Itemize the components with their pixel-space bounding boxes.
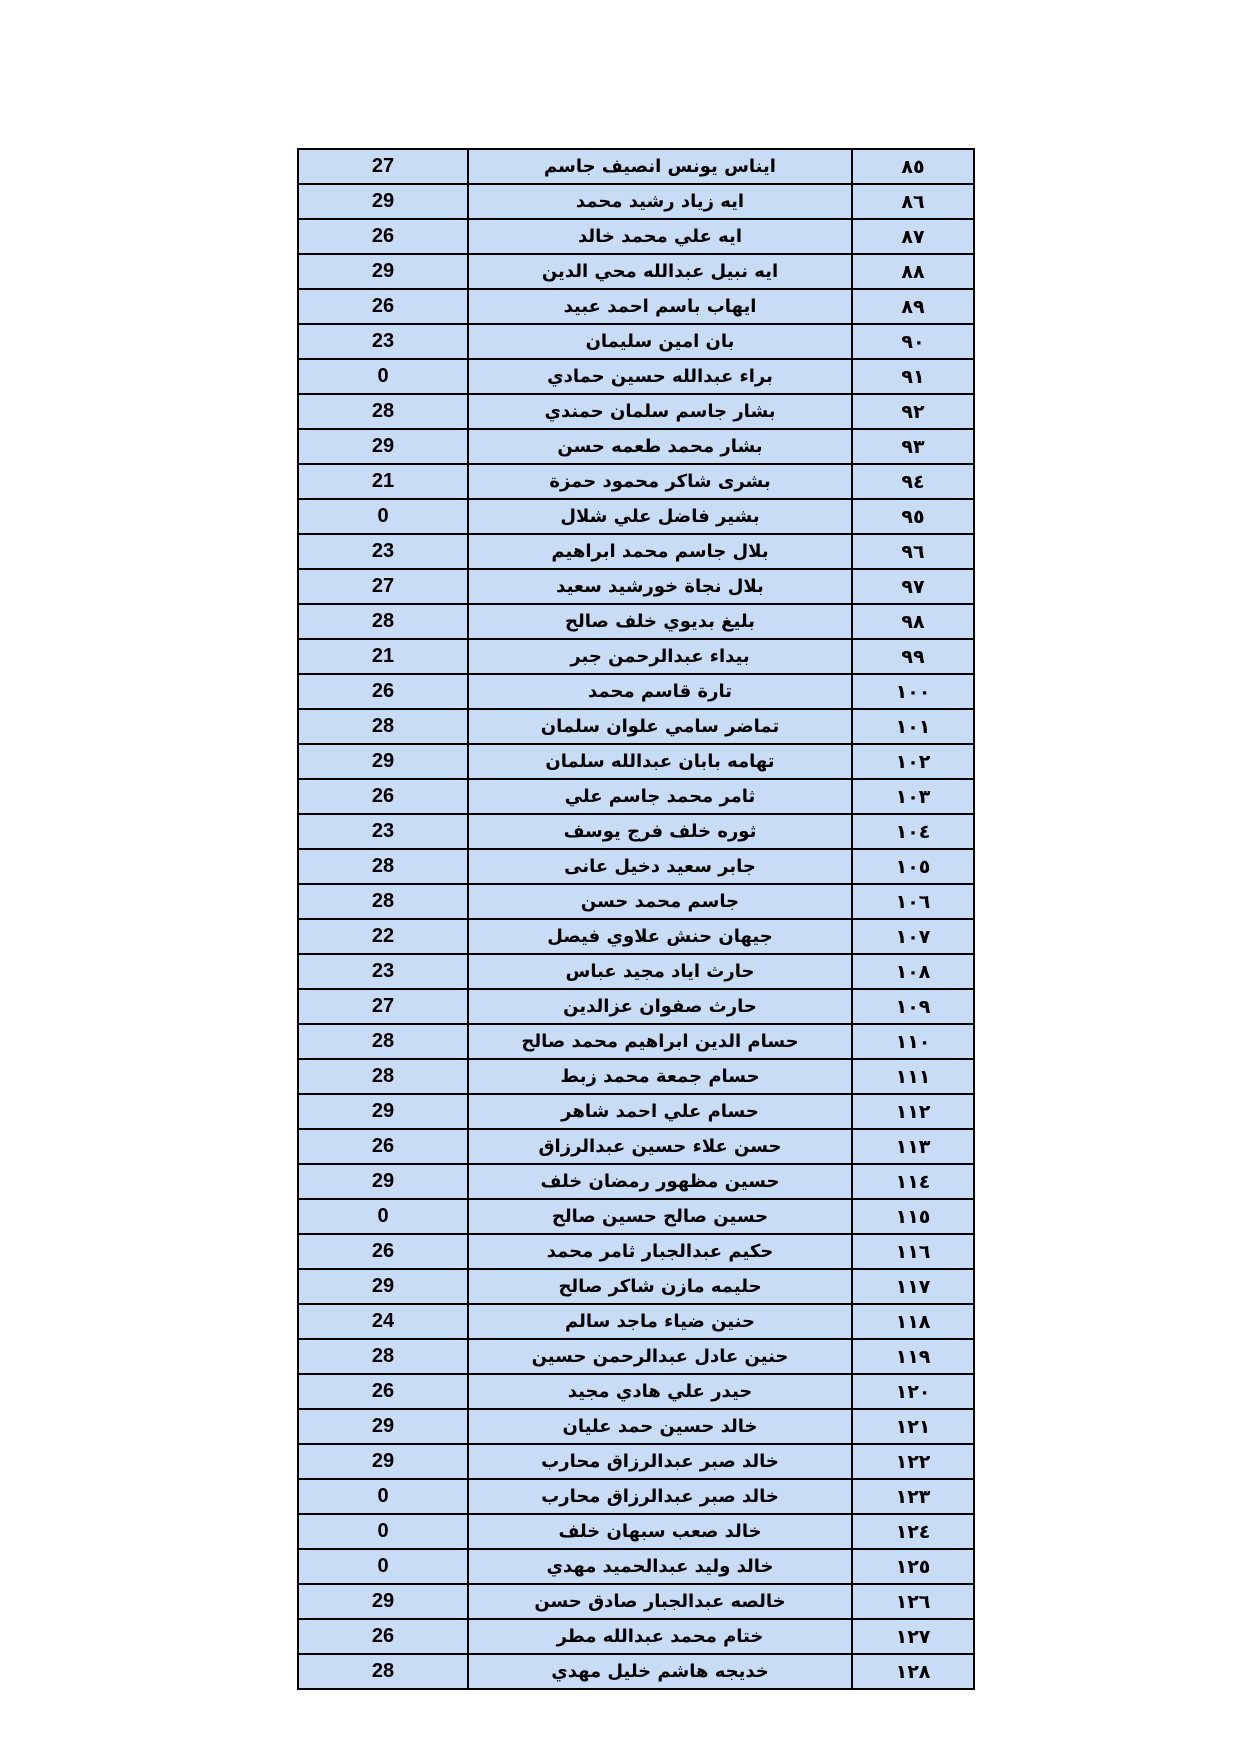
score-cell: 0 bbox=[298, 1199, 468, 1234]
score-cell: 23 bbox=[298, 534, 468, 569]
name-cell: ايه علي محمد خالد bbox=[468, 219, 852, 254]
name-cell: خالد صبر عبدالرزاق محارب bbox=[468, 1479, 852, 1514]
serial-cell: ١١٩ bbox=[852, 1339, 974, 1374]
table-row bbox=[298, 1339, 974, 1374]
serial-cell: ٩٤ bbox=[852, 464, 974, 499]
score-cell: 26 bbox=[298, 1619, 468, 1654]
score-cell: 0 bbox=[298, 1514, 468, 1549]
name-cell: خالد حسين حمد عليان bbox=[468, 1409, 852, 1444]
name-cell: ثامر محمد جاسم علي bbox=[468, 779, 852, 814]
table-row bbox=[298, 324, 974, 359]
table-row bbox=[298, 1374, 974, 1409]
score-cell: 0 bbox=[298, 1549, 468, 1584]
serial-cell: ١٠٣ bbox=[852, 779, 974, 814]
serial-cell: ١٠٤ bbox=[852, 814, 974, 849]
serial-cell: ٩٢ bbox=[852, 394, 974, 429]
name-cell: حيدر علي هادي مجيد bbox=[468, 1374, 852, 1409]
serial-cell: ٨٨ bbox=[852, 254, 974, 289]
serial-cell: ١٢٤ bbox=[852, 1514, 974, 1549]
serial-cell: ٩٥ bbox=[852, 499, 974, 534]
table-row bbox=[298, 429, 974, 464]
serial-cell: ١١٥ bbox=[852, 1199, 974, 1234]
serial-cell: ٩٨ bbox=[852, 604, 974, 639]
score-cell: 29 bbox=[298, 1094, 468, 1129]
serial-cell: ١٠٠ bbox=[852, 674, 974, 709]
serial-cell: ٩٦ bbox=[852, 534, 974, 569]
serial-cell: ٨٧ bbox=[852, 219, 974, 254]
name-cell: حسام علي احمد شاهر bbox=[468, 1094, 852, 1129]
score-cell: 26 bbox=[298, 1374, 468, 1409]
score-cell: 29 bbox=[298, 1584, 468, 1619]
score-cell: 26 bbox=[298, 1234, 468, 1269]
score-cell: 28 bbox=[298, 884, 468, 919]
score-cell: 0 bbox=[298, 359, 468, 394]
serial-cell: ١١٢ bbox=[852, 1094, 974, 1129]
name-cell: تارة قاسم محمد bbox=[468, 674, 852, 709]
scores-table-body bbox=[298, 149, 974, 1689]
serial-cell: ١١٧ bbox=[852, 1269, 974, 1304]
table-row bbox=[298, 1409, 974, 1444]
table-row bbox=[298, 1164, 974, 1199]
name-cell: حكيم عبدالجبار ثامر محمد bbox=[468, 1234, 852, 1269]
score-cell: 26 bbox=[298, 779, 468, 814]
table-row bbox=[298, 1094, 974, 1129]
name-cell: حسن علاء حسين عبدالرزاق bbox=[468, 1129, 852, 1164]
serial-cell: ١٠٨ bbox=[852, 954, 974, 989]
score-cell: 28 bbox=[298, 1339, 468, 1374]
table-row bbox=[298, 989, 974, 1024]
table-row bbox=[298, 149, 974, 184]
table-row bbox=[298, 359, 974, 394]
name-cell: تماضر سامي علوان سلمان bbox=[468, 709, 852, 744]
table-row bbox=[298, 779, 974, 814]
score-cell: 21 bbox=[298, 639, 468, 674]
score-cell: 28 bbox=[298, 849, 468, 884]
name-cell: خالد وليد عبدالحميد مهدي bbox=[468, 1549, 852, 1584]
name-cell: حسام الدين ابراهيم محمد صالح bbox=[468, 1024, 852, 1059]
name-cell: ايهاب باسم احمد عبيد bbox=[468, 289, 852, 324]
score-cell: 23 bbox=[298, 954, 468, 989]
table-row bbox=[298, 1059, 974, 1094]
table-row bbox=[298, 1549, 974, 1584]
name-cell: خالد صعب سبهان خلف bbox=[468, 1514, 852, 1549]
score-cell: 28 bbox=[298, 394, 468, 429]
serial-cell: ٩٧ bbox=[852, 569, 974, 604]
serial-cell: ١٢١ bbox=[852, 1409, 974, 1444]
table-row bbox=[298, 814, 974, 849]
name-cell: حسين صالح حسين صالح bbox=[468, 1199, 852, 1234]
score-cell: 28 bbox=[298, 709, 468, 744]
table-row bbox=[298, 1514, 974, 1549]
serial-cell: ٩١ bbox=[852, 359, 974, 394]
score-cell: 21 bbox=[298, 464, 468, 499]
serial-cell: ١٠٩ bbox=[852, 989, 974, 1024]
serial-cell: ١٢٨ bbox=[852, 1654, 974, 1689]
name-cell: بشار جاسم سلمان حمندي bbox=[468, 394, 852, 429]
table-row bbox=[298, 1269, 974, 1304]
name-cell: بشير فاضل علي شلال bbox=[468, 499, 852, 534]
serial-cell: ٩٣ bbox=[852, 429, 974, 464]
table-row bbox=[298, 499, 974, 534]
table-row bbox=[298, 709, 974, 744]
serial-cell: ١٢٦ bbox=[852, 1584, 974, 1619]
name-cell: ايه زياد رشيد محمد bbox=[468, 184, 852, 219]
serial-cell: ١١٨ bbox=[852, 1304, 974, 1339]
serial-cell: ١٠٧ bbox=[852, 919, 974, 954]
table-row bbox=[298, 1129, 974, 1164]
serial-cell: ٩٠ bbox=[852, 324, 974, 359]
name-cell: جيهان حنش علاوي فيصل bbox=[468, 919, 852, 954]
score-cell: 29 bbox=[298, 429, 468, 464]
name-cell: خديجه هاشم خليل مهدي bbox=[468, 1654, 852, 1689]
table-row bbox=[298, 1444, 974, 1479]
serial-cell: ٨٦ bbox=[852, 184, 974, 219]
table-row bbox=[298, 464, 974, 499]
name-cell: جابر سعيد دخيل عانى bbox=[468, 849, 852, 884]
name-cell: تهامه بابان عبدالله سلمان bbox=[468, 744, 852, 779]
serial-cell: ١٠١ bbox=[852, 709, 974, 744]
serial-cell: ١١١ bbox=[852, 1059, 974, 1094]
table-row bbox=[298, 1584, 974, 1619]
score-cell: 26 bbox=[298, 1129, 468, 1164]
table-row bbox=[298, 1479, 974, 1514]
name-cell: ايه نبيل عبدالله محي الدين bbox=[468, 254, 852, 289]
score-cell: 29 bbox=[298, 1269, 468, 1304]
table-row bbox=[298, 1304, 974, 1339]
name-cell: حسام جمعة محمد زبط bbox=[468, 1059, 852, 1094]
score-cell: 28 bbox=[298, 1059, 468, 1094]
score-cell: 27 bbox=[298, 989, 468, 1024]
serial-cell: ٨٥ bbox=[852, 149, 974, 184]
serial-cell: ١٢٧ bbox=[852, 1619, 974, 1654]
table-row bbox=[298, 604, 974, 639]
score-cell: 27 bbox=[298, 149, 468, 184]
table-row bbox=[298, 569, 974, 604]
score-cell: 29 bbox=[298, 1164, 468, 1199]
table-row bbox=[298, 394, 974, 429]
score-cell: 26 bbox=[298, 219, 468, 254]
table-row bbox=[298, 1234, 974, 1269]
score-cell: 23 bbox=[298, 814, 468, 849]
score-cell: 29 bbox=[298, 254, 468, 289]
name-cell: حنين عادل عبدالرحمن حسين bbox=[468, 1339, 852, 1374]
table-row bbox=[298, 744, 974, 779]
score-cell: 26 bbox=[298, 674, 468, 709]
score-cell: 28 bbox=[298, 604, 468, 639]
score-cell: 29 bbox=[298, 744, 468, 779]
score-cell: 27 bbox=[298, 569, 468, 604]
table-row bbox=[298, 1199, 974, 1234]
table-row bbox=[298, 884, 974, 919]
name-cell: بيداء عبدالرحمن جبر bbox=[468, 639, 852, 674]
score-cell: 29 bbox=[298, 1444, 468, 1479]
table-row bbox=[298, 674, 974, 709]
name-cell: ثوره خلف فرج يوسف bbox=[468, 814, 852, 849]
score-cell: 28 bbox=[298, 1654, 468, 1689]
score-cell: 0 bbox=[298, 499, 468, 534]
serial-cell: ١١٤ bbox=[852, 1164, 974, 1199]
name-cell: خالد صبر عبدالرزاق محارب bbox=[468, 1444, 852, 1479]
scores-table bbox=[297, 148, 975, 1690]
table-row bbox=[298, 184, 974, 219]
name-cell: بان امين سليمان bbox=[468, 324, 852, 359]
name-cell: حارث صفوان عزالدين bbox=[468, 989, 852, 1024]
serial-cell: ١٢٥ bbox=[852, 1549, 974, 1584]
table-row bbox=[298, 849, 974, 884]
name-cell: حسين مظهور رمضان خلف bbox=[468, 1164, 852, 1199]
name-cell: خالصه عبدالجبار صادق حسن bbox=[468, 1584, 852, 1619]
name-cell: بلال جاسم محمد ابراهيم bbox=[468, 534, 852, 569]
table-row bbox=[298, 639, 974, 674]
score-cell: 29 bbox=[298, 184, 468, 219]
score-cell: 24 bbox=[298, 1304, 468, 1339]
serial-cell: ١٢٠ bbox=[852, 1374, 974, 1409]
name-cell: ايناس يونس انصيف جاسم bbox=[468, 149, 852, 184]
score-cell: 22 bbox=[298, 919, 468, 954]
table-row bbox=[298, 219, 974, 254]
serial-cell: ٩٩ bbox=[852, 639, 974, 674]
serial-cell: ١٢٢ bbox=[852, 1444, 974, 1479]
table-row bbox=[298, 254, 974, 289]
serial-cell: ١١٣ bbox=[852, 1129, 974, 1164]
table-row bbox=[298, 1619, 974, 1654]
serial-cell: ١٠٢ bbox=[852, 744, 974, 779]
table-row bbox=[298, 919, 974, 954]
name-cell: براء عبدالله حسين حمادي bbox=[468, 359, 852, 394]
name-cell: حليمه مازن شاكر صالح bbox=[468, 1269, 852, 1304]
table-row bbox=[298, 534, 974, 569]
name-cell: حنين ضياء ماجد سالم bbox=[468, 1304, 852, 1339]
score-cell: 0 bbox=[298, 1479, 468, 1514]
serial-cell: ١٢٣ bbox=[852, 1479, 974, 1514]
name-cell: حارث اياد مجيد عباس bbox=[468, 954, 852, 989]
serial-cell: ١١٦ bbox=[852, 1234, 974, 1269]
name-cell: بشار محمد طعمه حسن bbox=[468, 429, 852, 464]
score-cell: 29 bbox=[298, 1409, 468, 1444]
name-cell: بشرى شاكر محمود حمزة bbox=[468, 464, 852, 499]
score-cell: 28 bbox=[298, 1024, 468, 1059]
table-row bbox=[298, 289, 974, 324]
serial-cell: ١١٠ bbox=[852, 1024, 974, 1059]
score-cell: 26 bbox=[298, 289, 468, 324]
name-cell: ختام محمد عبدالله مطر bbox=[468, 1619, 852, 1654]
name-cell: جاسم محمد حسن bbox=[468, 884, 852, 919]
serial-cell: ١٠٦ bbox=[852, 884, 974, 919]
table-row bbox=[298, 954, 974, 989]
table-row bbox=[298, 1024, 974, 1059]
table-row bbox=[298, 1654, 974, 1689]
name-cell: بلال نجاة خورشيد سعيد bbox=[468, 569, 852, 604]
name-cell: بليغ بديوي خلف صالح bbox=[468, 604, 852, 639]
serial-cell: ٨٩ bbox=[852, 289, 974, 324]
serial-cell: ١٠٥ bbox=[852, 849, 974, 884]
score-cell: 23 bbox=[298, 324, 468, 359]
